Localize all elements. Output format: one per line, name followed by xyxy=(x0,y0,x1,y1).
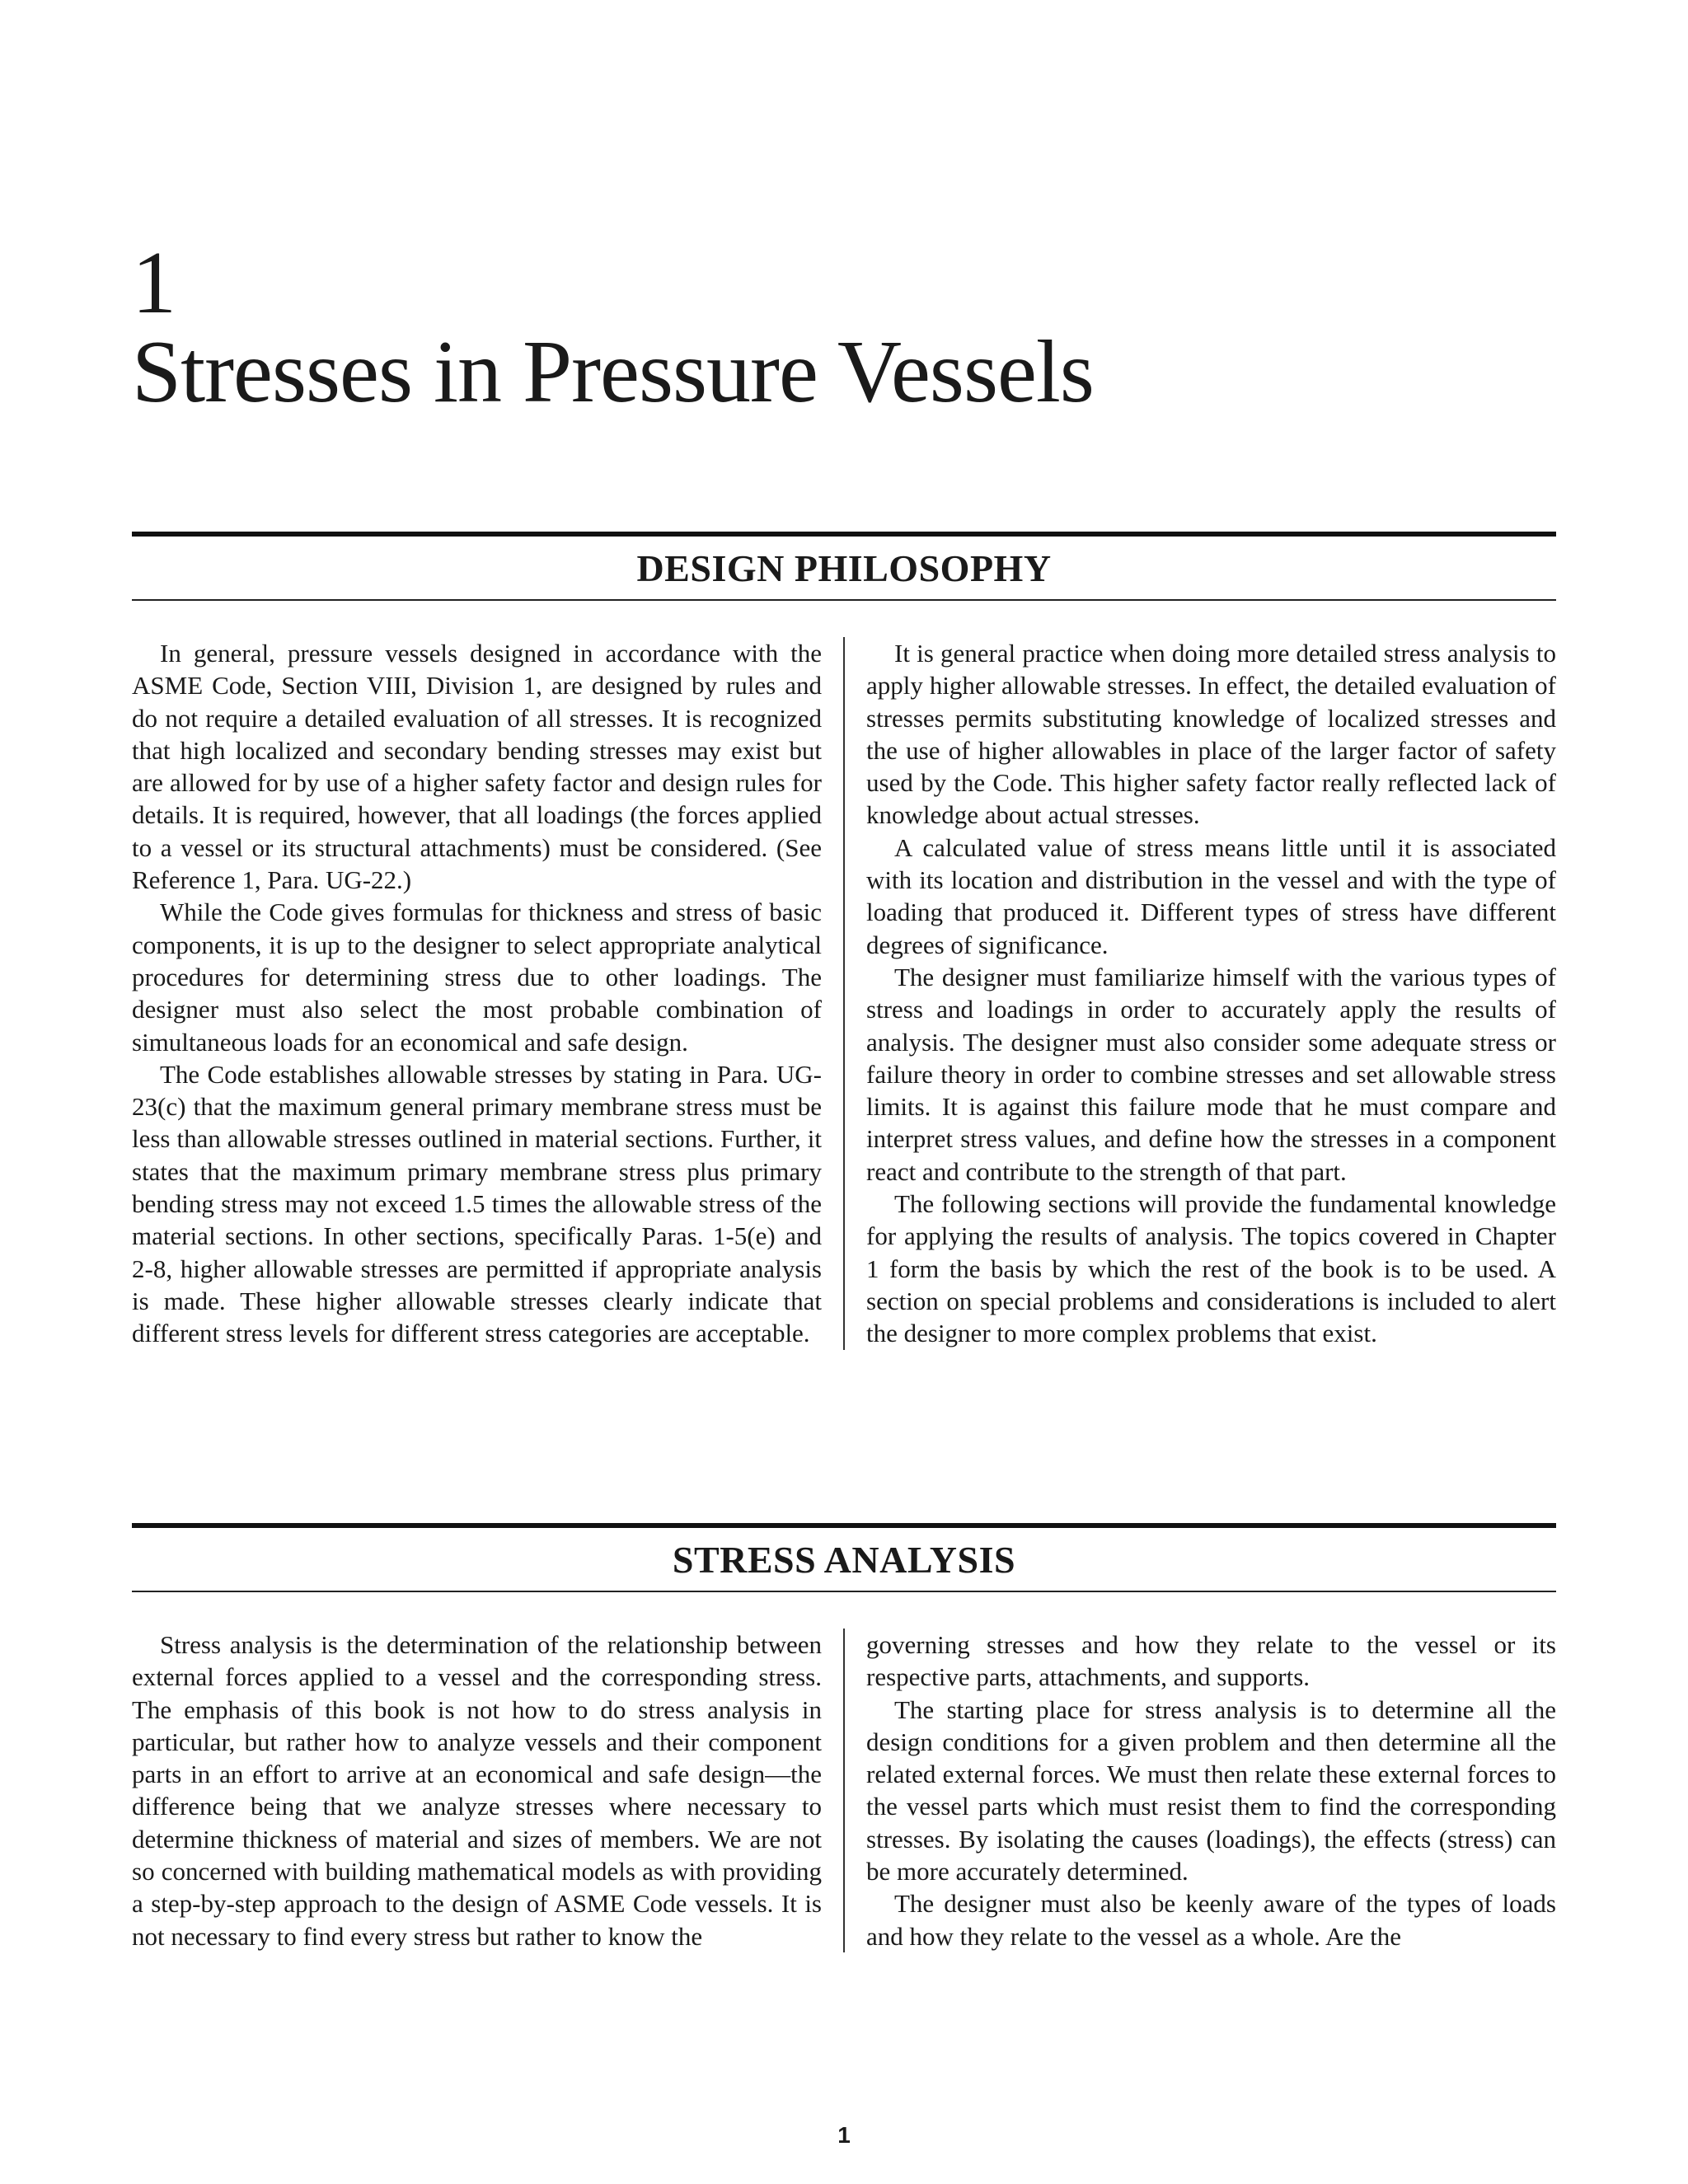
section-heading: STRESS ANALYSIS xyxy=(672,1539,1016,1581)
paragraph: The Code establishes allowable stresses by stating in Para. UG-23(c) that the maximum general primary membrane stress must be less than allowable stresses outlined in material sections. Further, it states that the maximum primary membrane stress plus primary bending stress may not exceed 1.5 times the allowable stress of the material sections. In other sections, specifically Paras. 1-5(e) and 2-8, higher allowable stresses are permitted if appropriate analysis is made. These higher allowable stresses clearly indicate that different stress levels for different stress categories are acceptable. xyxy=(132,1059,822,1348)
section-stress-analysis xyxy=(132,1523,1556,1952)
section-rule-thick xyxy=(132,1523,1556,1528)
right-column xyxy=(866,637,1556,1350)
paragraph: The designer must familiarize himself with the various types of stress and loadings in order to accurately apply the results of analysis. The designer must also consider some adequate stress or failure theory in order to combine stresses and set allowable stress limits. It is against this failure mode that he must compare and interpret stress values, and define how the stresses in a component react and contribute to the strength of that part. xyxy=(866,962,1556,1186)
section-design-philosophy xyxy=(132,532,1556,1350)
section-rule-thin xyxy=(132,599,1556,601)
two-column-body xyxy=(132,1629,1556,1952)
left-column xyxy=(132,637,822,1350)
section-rule-thin xyxy=(132,1591,1556,1592)
paragraph: The following sections will provide the fundamental knowledge for applying the results of analysis. The topics covered in Chapter 1 form the basis by which the rest of the book is to be used. A section on special problems and considerations is included to alert the designer to more complex problems that exist. xyxy=(866,1189,1556,1348)
right-column xyxy=(866,1629,1556,1952)
two-column-body xyxy=(132,637,1556,1350)
section-heading: DESIGN PHILOSOPHY xyxy=(636,547,1052,589)
paragraph: Stress analysis is the determination of the relationship between external forces applied to a vessel and the corresponding stress. The emphasis of this book is not how to do stress analysis in particular, but rather how to analyze vessels and their component parts in an effort to arrive at an economical and safe design—the difference being that we analyze stresses where necessary to determine thickness of material and sizes of members. We are not so concerned with building mathematical models as with providing a step-by-step approach to the design of ASME Code vessels. It is not necessary to find every stress but rather to know the xyxy=(132,1630,822,1951)
section-rule-thick xyxy=(132,532,1556,537)
paragraph: In general, pressure vessels designed in accordance with the ASME Code, Section VIII, Division 1, are designed by rules and do not require a detailed evaluation of all stresses. It is recognized that high localized and secondary bending stresses may exist but are allowed for by use of a higher safety factor and design rules for details. It is required, however, that all loadings (the forces applied to a vessel or its structural attachments) must be considered. (See Reference 1, Para. UG-22.) xyxy=(132,639,822,895)
paragraph: The designer must also be keenly aware of the types of loads and how they relate to the vessel as a whole. Are the xyxy=(866,1889,1556,1951)
chapter-number: 1 xyxy=(132,234,176,332)
page-number: 1 xyxy=(837,2122,851,2148)
left-column xyxy=(132,1629,822,1952)
chapter-title: Stresses in Pressure Vessels xyxy=(132,323,1094,421)
paragraph: A calculated value of stress means little until it is associated with its location and distribution in the vessel and with the type of loading that produced it. Different types of stress have different degrees of significance. xyxy=(866,832,1556,959)
paragraph: While the Code gives formulas for thickness and stress of basic components, it is up to the designer to select appropriate analytical procedures for determining stress due to other loadings. The designer must also select the most probable combination of simultaneous loads for an economical and safe design. xyxy=(132,898,822,1057)
paragraph: The starting place for stress analysis is to determine all the design conditions for a given problem and then determine all the related external forces. We must then relate these external forces to the vessel parts which must resist them to find the corresponding stresses. By isolating the causes (loadings), the effects (stress) can be more accurately determined. xyxy=(866,1694,1556,1886)
column-divider xyxy=(843,1629,845,1952)
paragraph: governing stresses and how they relate to the vessel or its respective parts, attachments, and supports. xyxy=(866,1630,1556,1692)
column-divider xyxy=(843,637,845,1350)
paragraph: It is general practice when doing more detailed stress analysis to apply higher allowable stresses. In effect, the detailed evaluation of stresses permits substituting knowledge of localized stresses and the use of higher allowables in place of the larger factor of safety used by the Code. This higher safety factor really reflected lack of knowledge about actual stresses. xyxy=(866,639,1556,830)
